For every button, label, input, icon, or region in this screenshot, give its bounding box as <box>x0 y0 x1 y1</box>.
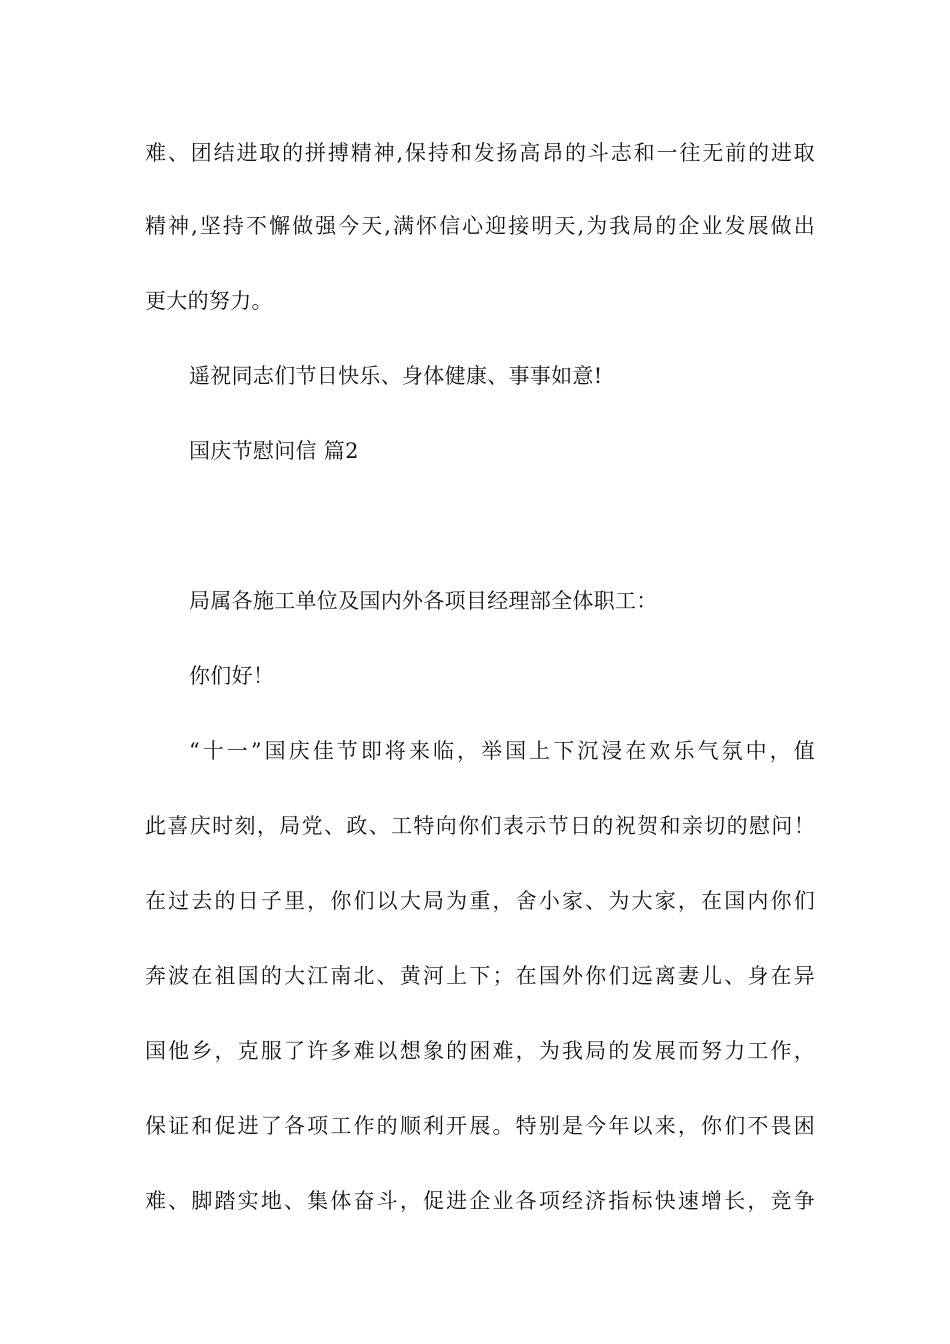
paragraph-line: 国他乡，克服了许多难以想象的困难，为我局的发展而努力工作， <box>145 1039 815 1063</box>
greeting-line: 你们好！ <box>189 664 275 688</box>
paragraph-line: “十一”国庆佳节即将来临，举国上下沉浸在欢乐气氛中，值 <box>189 739 815 763</box>
paragraph-line: 此喜庆时刻，局党、政、工特向你们表示节日的祝贺和亲切的慰问！ <box>145 814 815 838</box>
paragraph-line: 精神,坚持不懈做强今天,满怀信心迎接明天,为我局的企业发展做出 <box>145 214 815 238</box>
paragraph-line: 保证和促进了各项工作的顺利开展。特别是今年以来，你们不畏困 <box>145 1114 815 1138</box>
paragraph-line: 奔波在祖国的大江南北、黄河上下；在国外你们远离妻儿、身在异 <box>145 964 815 988</box>
paragraph-line: 难、团结进取的拼搏精神,保持和发扬高昂的斗志和一往无前的进取 <box>145 141 815 165</box>
paragraph-line: 在过去的日子里，你们以大局为重，舍小家、为大家，在国内你们 <box>145 889 815 913</box>
paragraph-line: 更大的努力。 <box>145 289 273 313</box>
greeting-line: 遥祝同志们节日快乐、身体健康、事事如意! <box>189 364 603 388</box>
salutation-line: 局属各施工单位及国内外各项目经理部全体职工： <box>189 589 658 613</box>
section-heading: 国庆节慰问信 篇2 <box>189 439 359 463</box>
paragraph-line: 难、脚踏实地、集体奋斗，促进企业各项经济指标快速增长，竞争 <box>145 1189 815 1213</box>
